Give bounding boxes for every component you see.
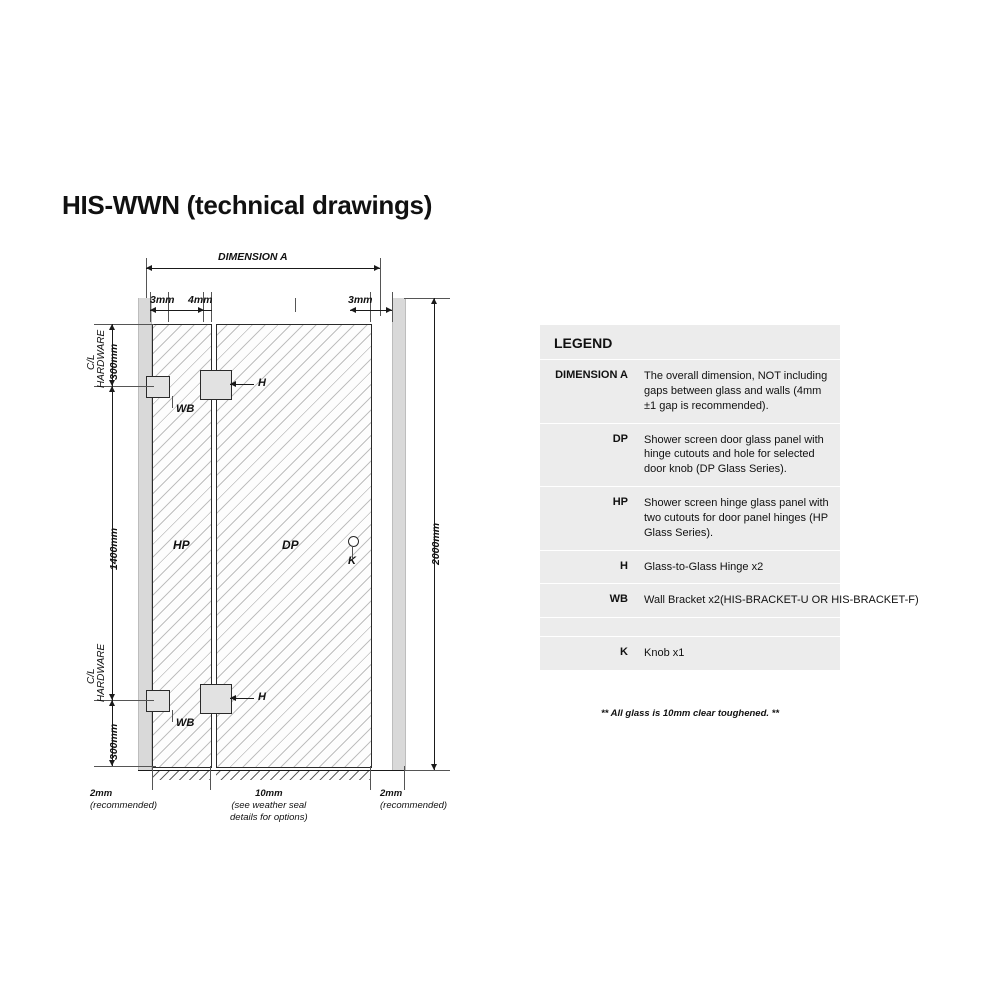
bottom-center-note-line1: (see weather seal [231, 799, 307, 811]
right-dim-2000-label: 2000mm [430, 522, 442, 565]
legend-key-hinge: H [620, 559, 628, 572]
legend-panel [540, 325, 919, 671]
wall-right [392, 298, 406, 770]
gap-left-label: 3mm [150, 294, 175, 306]
tag-wall-bracket-top: WB [176, 403, 195, 415]
legend-row-dimension-a [540, 360, 840, 424]
legend-row-hinge [540, 551, 840, 585]
dim-a-line [146, 268, 380, 269]
door-center-mark [295, 298, 296, 312]
legend-row-wall-bracket [540, 584, 919, 618]
bottom-left-gap-note [90, 788, 157, 812]
right-dim-ext-bottom [404, 770, 450, 771]
floor-hatch-left [152, 771, 210, 780]
bottom-ext-1 [152, 766, 153, 790]
legend-title: LEGEND [540, 325, 840, 360]
bottom-center-gap-note [230, 788, 308, 824]
gap-mid-label: 4mm [188, 294, 213, 306]
legend-key-hp: HP [612, 496, 628, 509]
legend-value-hp: Shower screen hinge glass panel with two cutouts for door panel hinges (HP Glass Series). [644, 497, 829, 539]
wall-bracket-top [146, 376, 170, 398]
tag-hinge-bottom: H [258, 691, 266, 703]
legend-row-knob [540, 637, 840, 671]
dim-a-ext-right [380, 258, 381, 316]
dim-a-arrow-right [374, 265, 380, 271]
legend-value-hinge: Glass-to-Glass Hinge x2 [644, 560, 764, 573]
wb-top-leader [172, 396, 173, 408]
legend-key-knob: K [620, 646, 628, 659]
door-knob [348, 536, 359, 547]
legend-value-dimension-a: The overall dimension, NOT including gaps between glass and walls (4mm ±1 gap is recommended). [644, 370, 828, 412]
wall-bracket-bottom [146, 690, 170, 712]
gap-right-label: 3mm [348, 294, 373, 306]
gap-dim-line-left [150, 310, 204, 311]
bottom-center-gap-value: 10mm [255, 788, 283, 799]
hinge-bottom-leader-arrow [230, 695, 236, 701]
hardware-top-label-line1: C/L [86, 354, 97, 370]
tag-wall-bracket-bottom: WB [176, 717, 195, 729]
panel-label-hp: HP [173, 538, 190, 552]
left-dim-300-bottom-arrow-up [109, 700, 115, 706]
gap-dim-line-mid [203, 310, 212, 311]
hardware-bottom-label-line1: C/L [86, 668, 97, 684]
legend-value-spacer [636, 618, 840, 636]
left-dim-300-top-arrow-up [109, 324, 115, 330]
hardware-bottom-label-line2: HARDWARE [96, 643, 107, 702]
technical-drawing [60, 240, 520, 840]
left-dim-ext-bottom [94, 766, 156, 767]
gap-ext-6 [392, 292, 393, 322]
bottom-ext-4 [404, 766, 405, 790]
dim-a-arrow-left [146, 265, 152, 271]
floor-hatch-right [216, 771, 370, 780]
left-dim-1400-label: 1400mm [108, 527, 120, 570]
hinge-top [200, 370, 232, 400]
left-dim-300-bottom-label: 300mm [108, 723, 120, 760]
legend-row-dp [540, 424, 840, 488]
left-dim-ext-top [94, 324, 154, 325]
right-dim-2000-arrow-up [431, 298, 437, 304]
legend-key-spacer [540, 618, 636, 636]
legend-value-knob: Knob x1 [644, 647, 685, 660]
right-dim-ext-top [404, 298, 450, 299]
legend-value-dp: Shower screen door glass panel with hinge cutouts and hole for selected door knob (DP Glass Series). [644, 433, 824, 476]
legend-key-dimension-a: DIMENSION A [555, 369, 628, 381]
hinge-top-leader-arrow [230, 381, 236, 387]
hardware-top-label-line2: HARDWARE [96, 329, 107, 388]
dim-a-label: DIMENSION A [218, 251, 288, 263]
legend-row-spacer [540, 618, 840, 637]
tag-hinge-top: H [258, 377, 266, 389]
bottom-right-gap-caption: (recommended) [380, 799, 448, 811]
bottom-left-gap-value: 2mm [90, 788, 113, 799]
wb-bottom-leader [172, 710, 173, 722]
tag-knob: K [348, 555, 356, 567]
left-dim-300-bottom-arrow-down [109, 760, 115, 766]
hinge-bottom [200, 684, 232, 714]
bottom-right-gap-note [380, 788, 447, 812]
legend-key-wall-bracket: WB [609, 593, 628, 606]
gap-right-arrow-a [350, 307, 356, 313]
left-dim-300-top-label: 300mm [108, 343, 120, 380]
page-title: HIS-WWN (technical drawings) [62, 190, 433, 220]
bottom-center-note-line2: details for options) [230, 811, 308, 823]
legend-value-wall-bracket: Wall Bracket x2(HIS-BRACKET-U OR HIS-BRACKET-F) [644, 594, 919, 607]
bottom-right-gap-value: 2mm [380, 788, 403, 799]
right-dim-2000-arrow-down [431, 764, 437, 770]
gap-left-arrow-a [150, 307, 156, 313]
legend-row-hp [540, 487, 840, 551]
legend-key-dp: DP [612, 432, 628, 445]
gap-right-arrow-b [386, 307, 392, 313]
bottom-left-gap-caption: (recommended) [90, 799, 158, 811]
panel-label-dp: DP [282, 538, 299, 552]
bottom-ext-2 [210, 766, 211, 790]
bottom-ext-3 [370, 766, 371, 790]
legend-footnote: ** All glass is 10mm clear toughened. ** [600, 708, 780, 719]
left-dim-1400-arrow-up [109, 386, 115, 392]
